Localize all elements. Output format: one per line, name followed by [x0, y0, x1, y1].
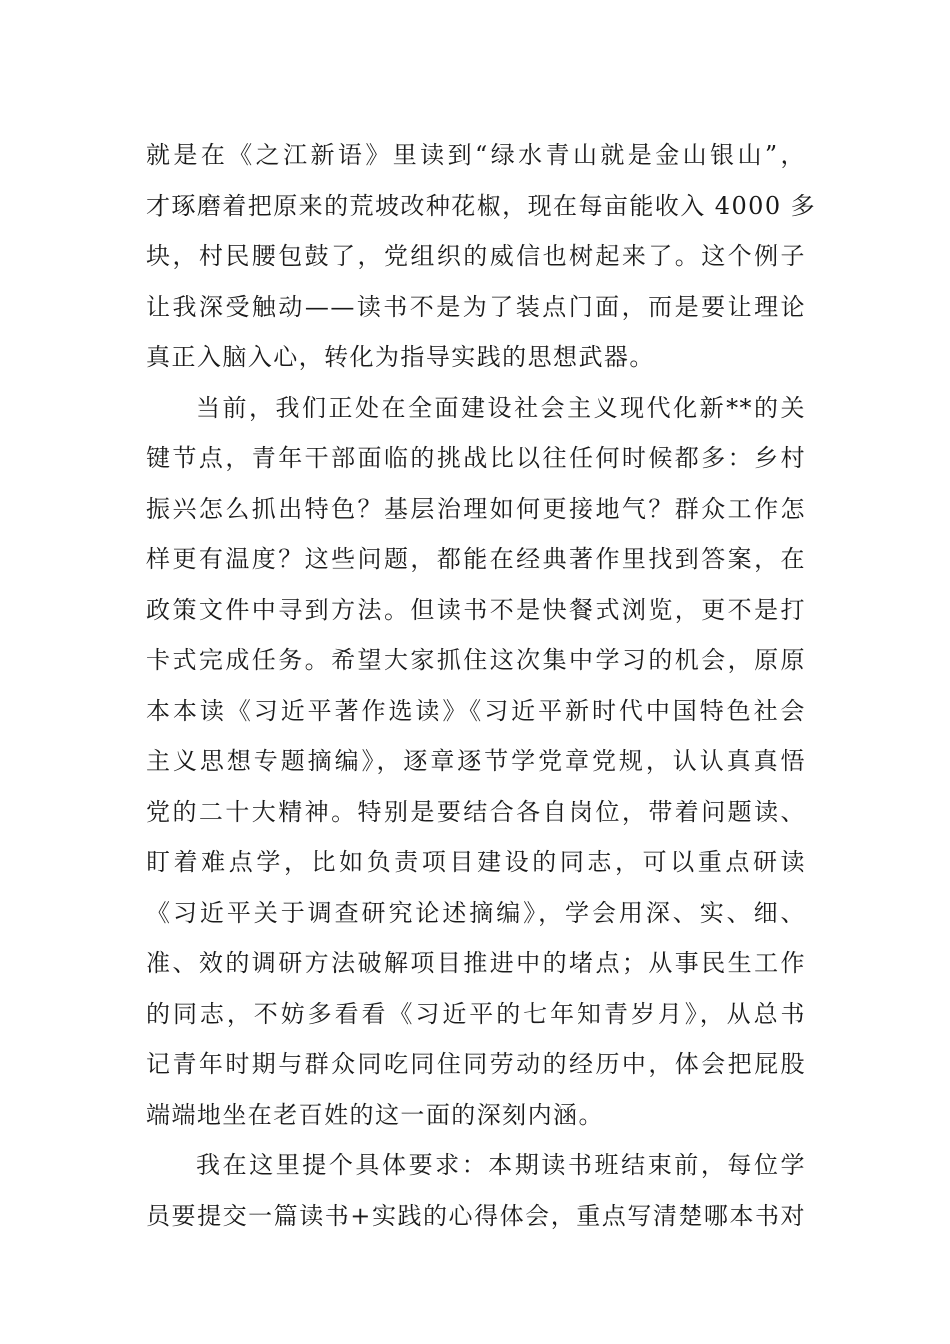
- text-line: 真正入脑入心，转化为指导实践的思想武器。: [146, 343, 655, 371]
- text-line: 员要提交一篇读书+实践的心得体会，重点写清楚哪本书对: [146, 1201, 806, 1230]
- text-line: 党的二十大精神。特别是要结合各自岗位，带着问题读、: [146, 797, 806, 826]
- text-line: 政策文件中寻到方法。但读书不是快餐式浏览，更不是打: [146, 595, 806, 624]
- text-line: 准、效的调研方法破解项目推进中的堵点；从事民生工作: [146, 949, 806, 977]
- paragraph-first-line: 我在这里提个具体要求：本期读书班结束前，每位学: [196, 1151, 806, 1179]
- text-line: 的同志，不妨多看看《习近平的七年知青岁月》，从总书: [146, 999, 806, 1028]
- text-line: 端端地坐在老百姓的这一面的深刻内涵。: [146, 1100, 604, 1129]
- text-line: 就是在《之江新语》里读到“绿水青山就是金山银山”，: [146, 141, 806, 169]
- text-line: 才琢磨着把原来的荒坡改种花椒，现在每亩能收入 4000 多: [146, 191, 817, 220]
- text-line: 记青年时期与群众同吃同住同劳动的经历中，体会把屁股: [146, 1050, 806, 1078]
- paragraph-first-line: 当前，我们正处在全面建设社会主义现代化新**的关: [196, 393, 806, 422]
- text-line: 块，村民腰包鼓了，党组织的威信也树起来了。这个例子: [146, 242, 806, 270]
- text-line: 《习近平关于调查研究论述摘编》，学会用深、实、细、: [146, 898, 806, 927]
- text-line: 振兴怎么抓出特色？基层治理如何更接地气？群众工作怎: [146, 494, 806, 523]
- text-line: 键节点，青年干部面临的挑战比以往任何时候都多：乡村: [146, 444, 806, 472]
- text-line: 主义思想专题摘编》，逐章逐节学党章党规，认认真真悟: [146, 747, 806, 775]
- body-text: [146, 130, 817, 1241]
- text-line: 让我深受触动——读书不是为了装点门面，而是要让理论: [146, 292, 806, 321]
- text-line: 卡式完成任务。希望大家抓住这次集中学习的机会，原原: [146, 646, 806, 674]
- text-line: 样更有温度？这些问题，都能在经典著作里找到答案，在: [146, 545, 806, 573]
- text-line: 盯着难点学，比如负责项目建设的同志，可以重点研读: [146, 848, 806, 876]
- text-line: 本本读《习近平著作选读》《习近平新时代中国特色社会: [146, 696, 806, 725]
